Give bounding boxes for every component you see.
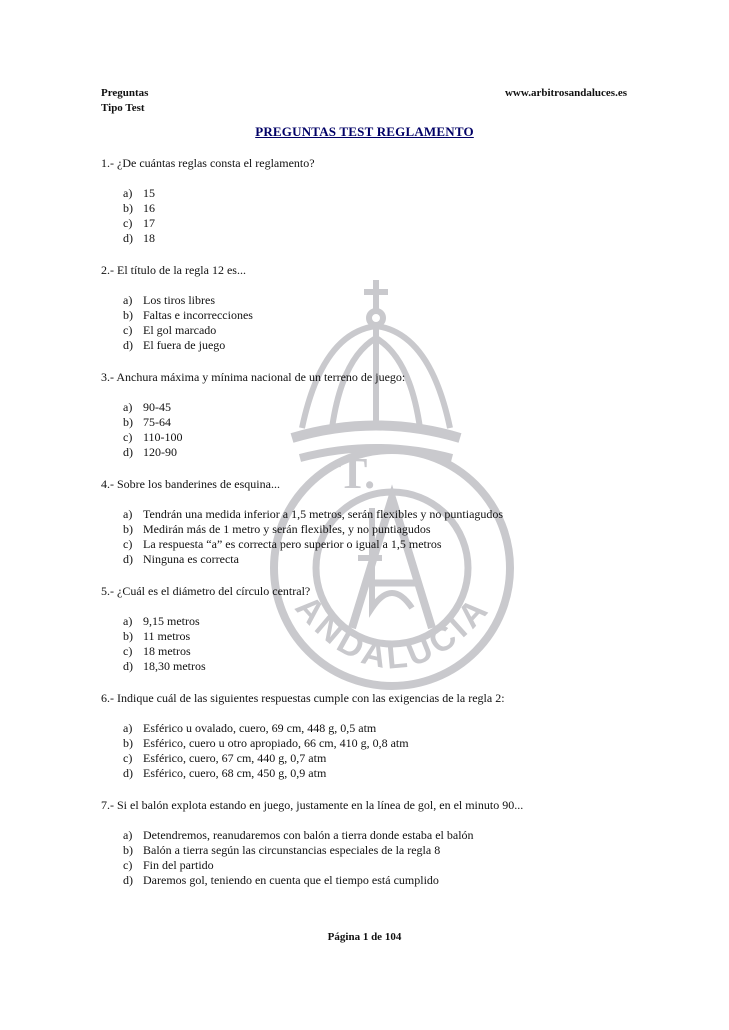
- option-text: La respuesta “a” es correcta pero superior o igual a 1,5 metros: [143, 537, 442, 551]
- option-text: Tendrán una medida inferior a 1,5 metros, serán flexibles y no puntiagudos: [143, 507, 504, 521]
- option-letter: d): [123, 873, 133, 887]
- option-letter: c): [123, 858, 133, 872]
- option-item: [101, 843, 641, 858]
- option-text: Esférico u ovalado, cuero, 69 cm, 448 g, 0,5 atm: [143, 721, 377, 735]
- option-text: 18,30 metros: [143, 659, 206, 673]
- question-item: [101, 798, 641, 888]
- question-item: [101, 263, 641, 353]
- question-text: 7.- Si el balón explota estando en juego, justamente en la línea de gol, en el minuto 90...: [101, 798, 524, 812]
- option-text: El fuera de juego: [143, 338, 226, 352]
- option-text: 18: [143, 231, 155, 245]
- option-letter: b): [123, 736, 133, 750]
- option-item: [101, 644, 641, 659]
- option-item: [101, 430, 641, 445]
- option-letter: d): [123, 552, 133, 566]
- option-item: [101, 721, 641, 736]
- option-text: 16: [143, 201, 155, 215]
- option-letter: d): [123, 766, 133, 780]
- option-list: [101, 293, 641, 353]
- option-item: [101, 858, 641, 873]
- option-item: [101, 873, 641, 888]
- option-letter: a): [123, 293, 133, 307]
- question-text: 6.- Indique cuál de las siguientes respuestas cumple con las exigencias de la regla 2:: [101, 691, 505, 705]
- option-text: Los tiros libres: [143, 293, 215, 307]
- option-list: [101, 828, 641, 888]
- option-list: [101, 186, 641, 246]
- question-text: 4.- Sobre los banderines de esquina...: [101, 477, 280, 491]
- option-item: [101, 828, 641, 843]
- option-text: Esférico, cuero, 67 cm, 440 g, 0,7 atm: [143, 751, 327, 765]
- question-item: [101, 691, 641, 781]
- option-item: [101, 522, 641, 537]
- option-text: Medirán más de 1 metro y serán flexibles, y no puntiagudos: [143, 522, 431, 536]
- option-letter: c): [123, 751, 133, 765]
- option-text: 120-90: [143, 445, 177, 459]
- option-letter: d): [123, 338, 133, 352]
- option-letter: b): [123, 308, 133, 322]
- option-text: Fin del partido: [143, 858, 214, 872]
- option-text: Ninguna es correcta: [143, 552, 239, 566]
- question-text: 5.- ¿Cuál es el diámetro del círculo central?: [101, 584, 311, 598]
- option-item: [101, 293, 641, 308]
- option-text: 17: [143, 216, 155, 230]
- option-text: Esférico, cuero u otro apropiado, 66 cm, 410 g, 0,8 atm: [143, 736, 409, 750]
- option-item: [101, 552, 641, 567]
- option-item: [101, 751, 641, 766]
- option-item: [101, 659, 641, 674]
- option-letter: b): [123, 201, 133, 215]
- option-letter: b): [123, 415, 133, 429]
- option-text: Faltas e incorrecciones: [143, 308, 253, 322]
- option-letter: a): [123, 721, 133, 735]
- option-item: [101, 766, 641, 781]
- option-letter: a): [123, 828, 133, 842]
- option-letter: b): [123, 629, 133, 643]
- option-item: [101, 736, 641, 751]
- option-item: [101, 537, 641, 552]
- option-letter: d): [123, 231, 133, 245]
- question-item: [101, 477, 641, 567]
- option-letter: d): [123, 659, 133, 673]
- option-item: [101, 629, 641, 644]
- option-text: 9,15 metros: [143, 614, 200, 628]
- option-item: [101, 614, 641, 629]
- option-letter: c): [123, 644, 133, 658]
- question-text: 3.- Anchura máxima y mínima nacional de un terreno de juego:: [101, 370, 406, 384]
- option-item: [101, 400, 641, 415]
- option-list: [101, 614, 641, 674]
- header-left: [101, 86, 148, 116]
- option-text: Detendremos, reanudaremos con balón a tierra donde estaba el balón: [143, 828, 474, 842]
- option-item: [101, 231, 641, 246]
- option-list: [101, 400, 641, 460]
- option-list: [101, 721, 641, 781]
- option-text: 15: [143, 186, 155, 200]
- option-letter: c): [123, 537, 133, 551]
- option-text: Daremos gol, teniendo en cuenta que el tiempo está cumplido: [143, 873, 439, 887]
- option-letter: d): [123, 445, 133, 459]
- option-text: 18 metros: [143, 644, 191, 658]
- question-text: 1.- ¿De cuántas reglas consta el reglamento?: [101, 156, 315, 170]
- option-letter: a): [123, 507, 133, 521]
- option-text: 75-64: [143, 415, 171, 429]
- question-item: [101, 156, 641, 246]
- option-letter: c): [123, 323, 133, 337]
- header-label-tipo-test: Tipo Test: [101, 102, 145, 114]
- option-list: [101, 507, 641, 567]
- option-letter: a): [123, 186, 133, 200]
- option-text: El gol marcado: [143, 323, 217, 337]
- option-text: 90-45: [143, 400, 171, 414]
- header-label-preguntas: Preguntas: [101, 87, 149, 99]
- option-item: [101, 445, 641, 460]
- question-list: [101, 156, 641, 905]
- page-number: Página 1 de 104: [327, 931, 402, 943]
- option-item: [101, 186, 641, 201]
- option-letter: b): [123, 843, 133, 857]
- watermark-letter: T.: [338, 449, 376, 498]
- option-letter: c): [123, 216, 133, 230]
- option-item: [101, 201, 641, 216]
- option-text: 110-100: [143, 430, 183, 444]
- question-text: 2.- El título de la regla 12 es...: [101, 263, 246, 277]
- option-text: Balón a tierra según las circunstancias especiales de la regla 8: [143, 843, 441, 857]
- option-item: [101, 308, 641, 323]
- option-letter: a): [123, 614, 133, 628]
- page-title: PREGUNTAS TEST REGLAMENTO: [255, 124, 474, 139]
- option-item: [101, 216, 641, 231]
- option-item: [101, 338, 641, 353]
- question-item: [101, 584, 641, 674]
- option-item: [101, 507, 641, 522]
- option-item: [101, 415, 641, 430]
- option-letter: a): [123, 400, 133, 414]
- header-website: www.arbitrosandaluces.es: [504, 87, 627, 99]
- option-item: [101, 323, 641, 338]
- option-text: Esférico, cuero, 68 cm, 450 g, 0,9 atm: [143, 766, 327, 780]
- watermark-arc-text: ANDALUCIA: [287, 588, 498, 677]
- option-letter: c): [123, 430, 133, 444]
- question-item: [101, 370, 641, 460]
- option-text: 11 metros: [143, 629, 191, 643]
- option-letter: b): [123, 522, 133, 536]
